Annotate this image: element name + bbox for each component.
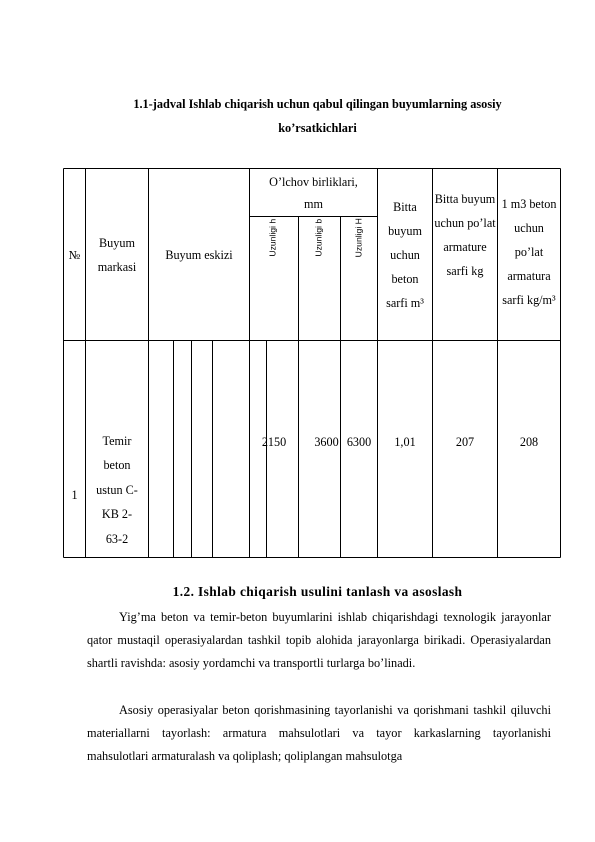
header-sketch: Buyum eskizi [165,247,233,262]
header-length-h: Uzunligi h [267,218,278,257]
header-dimensions: O’lchov birliklari, mm [269,174,358,211]
row-length-b: 3600 [314,435,339,449]
header-length-b: Uzunligi b [313,218,324,257]
row-concrete: 1,01 [394,435,416,449]
row-length-h: 2150 [261,435,287,449]
header-concrete: Bitta buyum uchun beton sarfi m³ [386,199,424,310]
header-mark: Buyum markasi [97,235,137,274]
row-rebar: 207 [455,435,475,449]
header-number: № [68,247,81,262]
caption-line-2: ko’rsatkichlari [278,121,357,135]
row-mark: Temir beton ustun C-KB 2-63-2 [96,433,138,546]
paragraph-1: Yig’ma beton va temir-beton buyumlarini ishlab chiqarishdagi texnologik jarayonlar qator mustaqil operasiyalardan tashkil topib alohida jarayonlarga birikadi. Operasiyalardan shartli ravishda: asosiy yordamchi va transportli turlarga bo’linadi. [87,610,551,671]
row-length-H: 6300 [346,435,372,449]
header-rebar-per-m3: 1 m3 beton uchun po’lat armatura sarfi kg/m³ [501,197,557,307]
row-number: 1 [71,488,78,502]
section-title: 1.2. Ishlab chiqarish usulini tanlash va asoslash [172,584,463,599]
row-rebar-per-m3: 208 [519,435,539,449]
paragraph-2: Asosiy operasiyalar beton qorishmasining tayorlanishi va qorishmani tashkil qiluvchi materiallarni tayorlash: armatura mahsulotlari va tayor karkaslarning tayorlanishi mahsulotlari armaturalash va qoliplash; qoliplangan mahsulotga [87,703,551,764]
table-caption [60,97,575,135]
header-rebar: Bitta buyum uchun po’lat armature sarfi kg [434,192,496,278]
header-length-H: Uzunligi H [353,218,364,258]
caption-line-1: 1.1-jadval Ishlab chiqarish uchun qabul qilingan buyumlarning asosiy [133,97,502,111]
